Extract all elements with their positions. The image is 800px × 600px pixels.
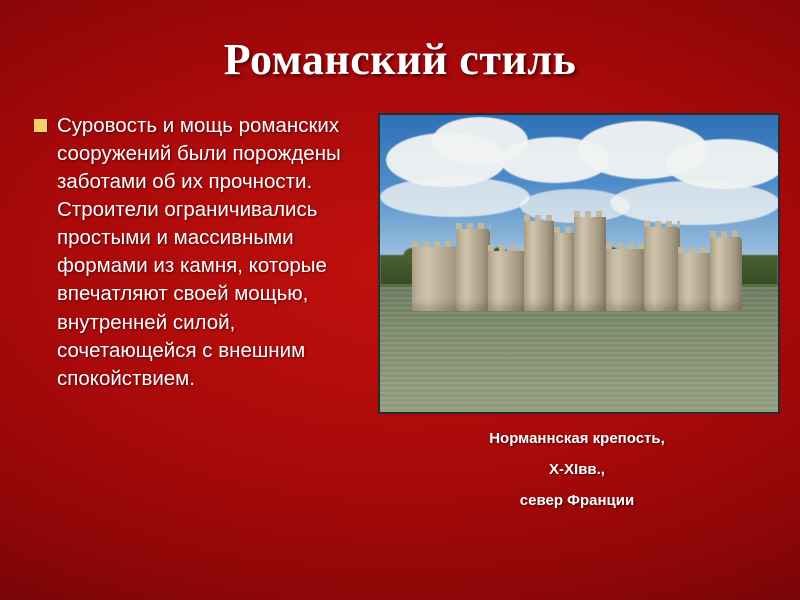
castle-wall: [678, 253, 714, 311]
photo-caption-line-2: X-XIвв.,: [549, 460, 605, 478]
castle-wall: [488, 251, 526, 311]
page-title: Романский стиль: [223, 35, 577, 84]
photo-caption-line-3: север Франции: [519, 491, 635, 509]
bullet-list-item: [34, 112, 364, 393]
castle-tower: [710, 237, 742, 311]
photo-caption-line-1: Норманнская крепость,: [489, 430, 665, 447]
square-bullet-icon: [34, 119, 47, 132]
castle-photo: [378, 113, 780, 414]
photo-caption: [378, 424, 776, 516]
castle-gatehouse-wall: [554, 233, 576, 311]
castle-wall: [606, 249, 646, 311]
castle-structure: [412, 203, 742, 311]
castle-gatehouse-tower: [524, 221, 554, 311]
castle-gatehouse-tower: [574, 217, 606, 311]
castle-photo-image: [380, 115, 778, 412]
castle-tower: [456, 229, 490, 311]
bullet-item-text: Суровость и мощь романских сооружений были порождены заботами об их прочности. Строители ограничивались простыми и массивными формами из камня, которые впечатляют своей мощью, внутренней силой, сочетающейся с внешним спокойствием.: [57, 114, 341, 390]
castle-tower: [644, 227, 680, 311]
